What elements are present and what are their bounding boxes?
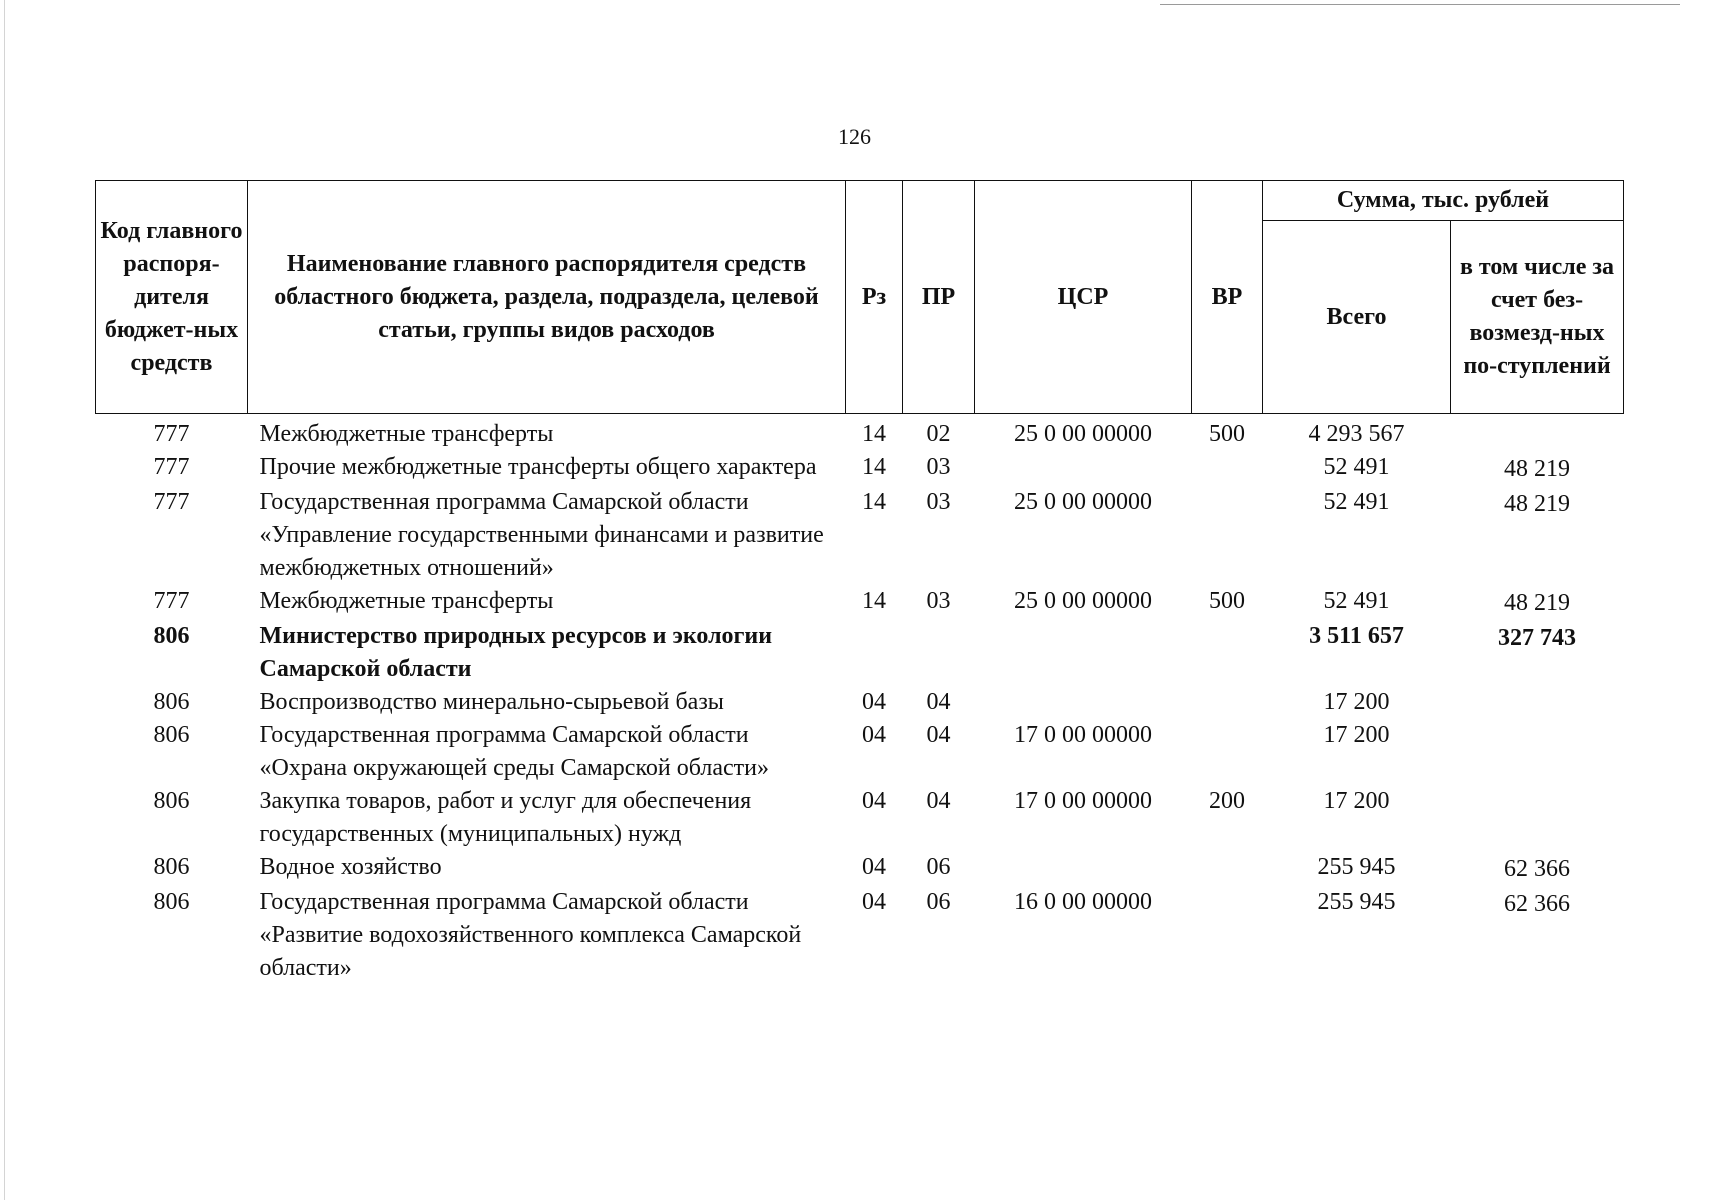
cell-rz: 14	[862, 454, 886, 480]
cell-code: 777	[153, 489, 190, 515]
cell-total: 255 945	[1317, 854, 1396, 880]
cell-name: Прочие межбюджетные трансферты общего характера	[259, 454, 817, 480]
cell-csr: 17 0 00 00000	[1014, 788, 1152, 814]
cell-vr	[1192, 686, 1263, 719]
cell-name: Межбюджетные трансферты	[259, 421, 554, 447]
cell-pr: 03	[926, 489, 951, 515]
cell-grat	[1451, 719, 1624, 785]
cell-code: 777	[153, 421, 190, 447]
cell-vr	[1192, 620, 1263, 686]
budget-table	[95, 180, 1624, 985]
cell-rz: 04	[862, 889, 886, 915]
table-header	[96, 181, 1624, 414]
header-vr: ВР	[1192, 181, 1263, 414]
cell-total: 17 200	[1323, 788, 1390, 814]
cell-total: 17 200	[1323, 689, 1390, 715]
cell-rz: 04	[862, 689, 886, 715]
cell-total: 4 293 567	[1308, 421, 1405, 447]
cell-pr: 03	[926, 588, 951, 614]
cell-code: 806	[153, 689, 190, 715]
cell-name: Водное хозяйство	[259, 854, 442, 880]
cell-code: 806	[153, 623, 190, 649]
cell-grat: 48 219	[1504, 590, 1570, 616]
table-row	[96, 686, 1624, 719]
cell-name: Государственная программа Самарской области «Охрана окружающей среды Самарской области»	[259, 722, 769, 781]
cell-vr: 500	[1209, 421, 1245, 447]
cell-csr: 16 0 00 00000	[1014, 889, 1152, 915]
cell-rz: 04	[862, 854, 886, 880]
cell-grat	[1451, 785, 1624, 851]
cell-name: Межбюджетные трансферты	[259, 588, 554, 614]
cell-csr: 25 0 00 00000	[1014, 588, 1152, 614]
cell-csr	[975, 851, 1192, 886]
cell-csr: 25 0 00 00000	[1014, 489, 1152, 515]
cell-name: Государственная программа Самарской области «Развитие водохозяйственного комплекса Самарской области»	[259, 889, 802, 981]
scan-edge-line	[1160, 4, 1680, 5]
cell-name: Министерство природных ресурсов и экологии Самарской области	[259, 623, 773, 682]
header-csr: ЦСР	[975, 181, 1192, 414]
table-row	[96, 486, 1624, 585]
cell-rz: 04	[862, 722, 886, 748]
cell-pr	[903, 620, 975, 686]
cell-code: 777	[153, 454, 190, 480]
header-code: Код главного распоря-дителя бюджет-ных средств	[96, 181, 248, 414]
header-rz: Рз	[846, 181, 903, 414]
cell-code: 777	[153, 588, 190, 614]
cell-code: 806	[153, 889, 190, 915]
cell-csr: 17 0 00 00000	[1014, 722, 1152, 748]
cell-vr: 500	[1209, 588, 1245, 614]
cell-code: 806	[153, 854, 190, 880]
table-row	[96, 414, 1624, 452]
cell-vr	[1192, 486, 1263, 585]
table-row	[96, 585, 1624, 620]
cell-csr	[975, 451, 1192, 486]
cell-pr: 06	[926, 854, 951, 880]
cell-name: Закупка товаров, работ и услуг для обеспечения государственных (муниципальных) нужд	[259, 788, 752, 847]
cell-total: 255 945	[1317, 889, 1396, 915]
cell-vr	[1192, 451, 1263, 486]
cell-total: 52 491	[1323, 454, 1390, 480]
cell-grat: 327 743	[1498, 625, 1576, 651]
table-row	[96, 620, 1624, 686]
cell-pr: 04	[926, 689, 951, 715]
table-row	[96, 451, 1624, 486]
cell-pr: 04	[926, 722, 951, 748]
cell-grat	[1451, 686, 1624, 719]
cell-code: 806	[153, 722, 190, 748]
cell-code: 806	[153, 788, 190, 814]
cell-vr: 200	[1209, 788, 1245, 814]
table-row	[96, 886, 1624, 985]
cell-total: 52 491	[1323, 489, 1390, 515]
cell-vr	[1192, 886, 1263, 985]
cell-rz: 04	[862, 788, 886, 814]
cell-rz: 14	[862, 421, 886, 447]
cell-vr	[1192, 851, 1263, 886]
header-grat: в том числе за счет без-возмезд-ных по-ступлений	[1451, 221, 1624, 414]
header-sum: Сумма, тыс. рублей	[1263, 181, 1624, 221]
cell-csr	[975, 686, 1192, 719]
cell-grat: 48 219	[1504, 456, 1570, 482]
header-pr: ПР	[903, 181, 975, 414]
page-number: 126	[838, 124, 871, 149]
cell-grat	[1451, 414, 1624, 452]
table-row	[96, 785, 1624, 851]
cell-grat: 48 219	[1504, 491, 1570, 517]
cell-rz	[846, 620, 903, 686]
table-row	[96, 719, 1624, 785]
cell-pr: 03	[926, 454, 951, 480]
table-body	[96, 414, 1624, 986]
cell-total: 17 200	[1323, 722, 1390, 748]
cell-total: 3 511 657	[1309, 623, 1404, 649]
scan-edge-line	[4, 0, 5, 1200]
cell-grat: 62 366	[1504, 891, 1570, 917]
cell-name: Государственная программа Самарской области «Управление государственными финансами и развитие межбюджетных отношений»	[259, 489, 824, 581]
cell-pr: 06	[926, 889, 951, 915]
cell-csr: 25 0 00 00000	[1014, 421, 1152, 447]
cell-rz: 14	[862, 588, 886, 614]
cell-pr: 02	[926, 421, 951, 447]
cell-pr: 04	[926, 788, 951, 814]
cell-csr	[975, 620, 1192, 686]
header-total: Всего	[1263, 221, 1451, 414]
cell-name: Воспроизводство минерально-сырьевой базы	[259, 689, 724, 715]
cell-vr	[1192, 719, 1263, 785]
cell-rz: 14	[862, 489, 886, 515]
header-name: Наименование главного распорядителя средств областного бюджета, раздела, подраздела, целевой статьи, группы видов расходов	[248, 181, 846, 414]
cell-total: 52 491	[1323, 588, 1390, 614]
cell-grat: 62 366	[1504, 856, 1570, 882]
table-row	[96, 851, 1624, 886]
